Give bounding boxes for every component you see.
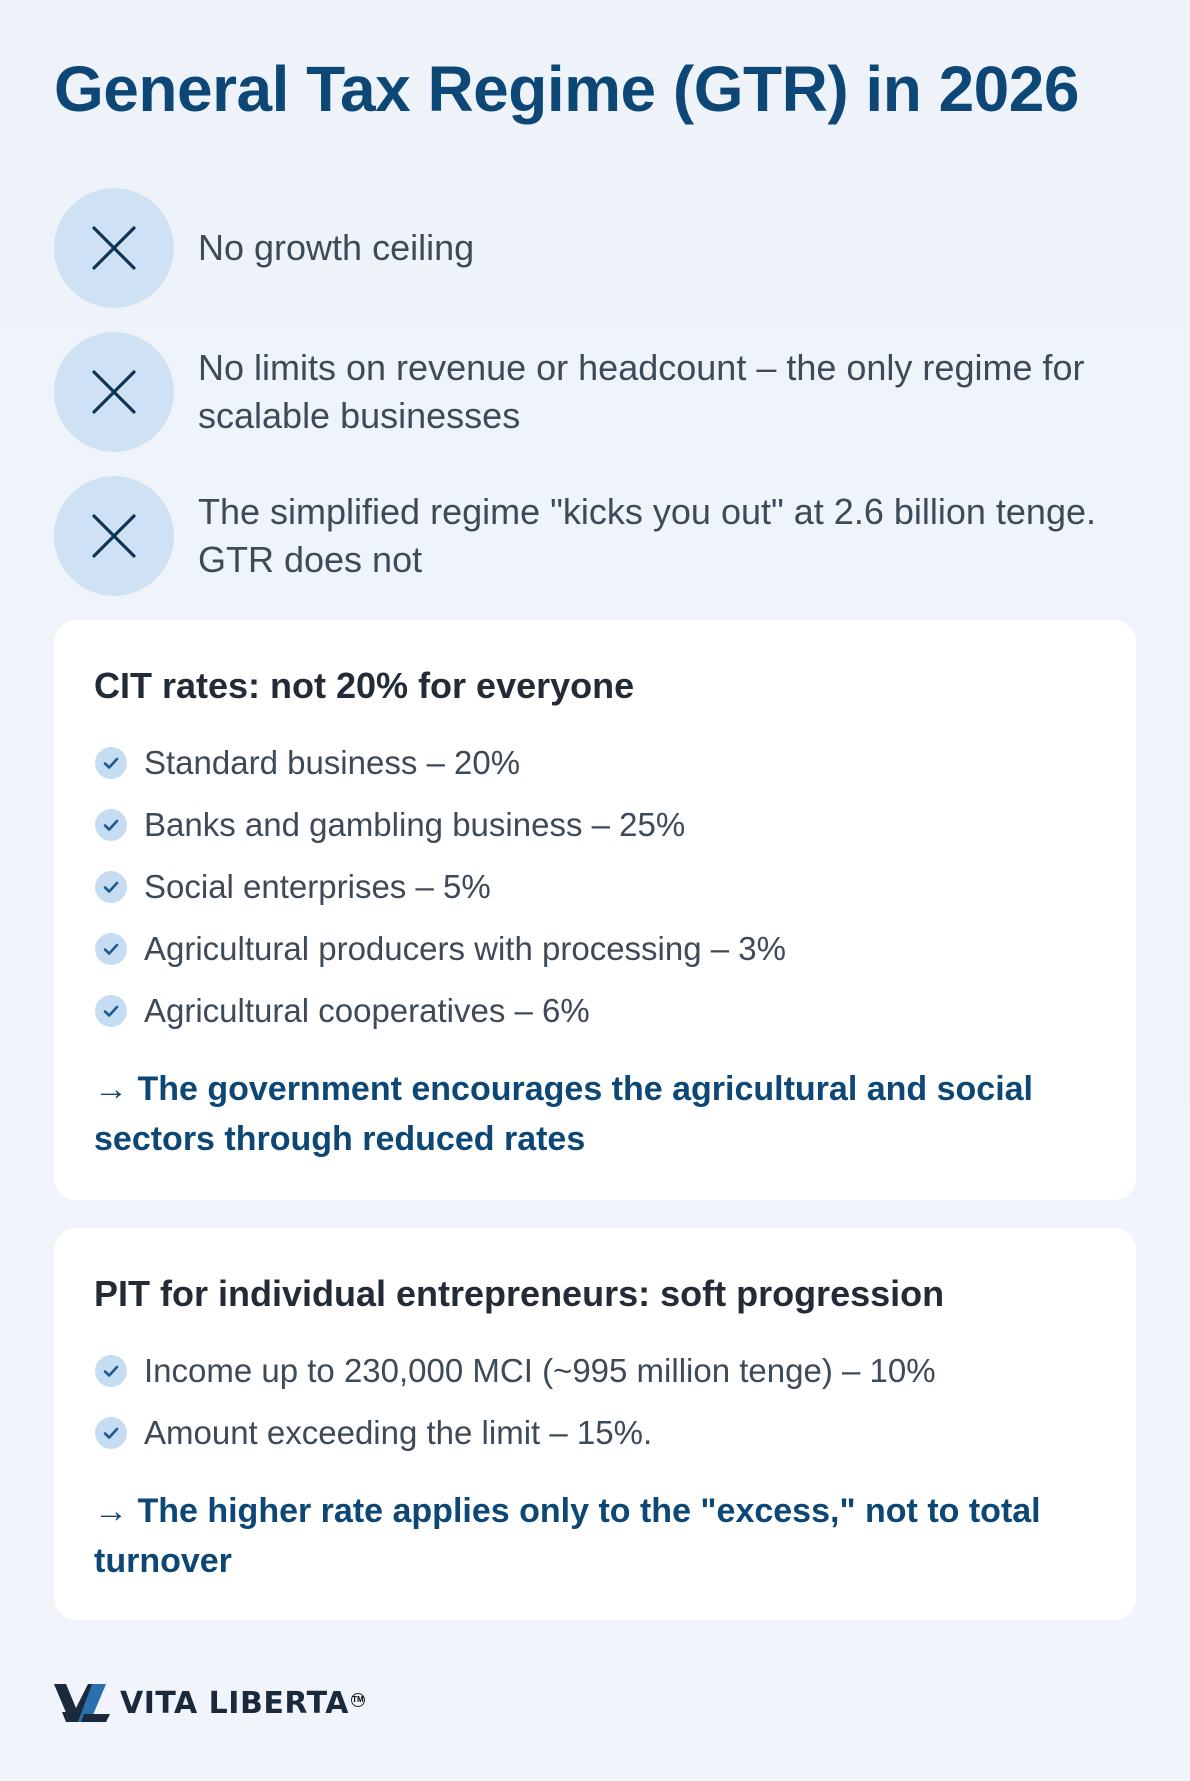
list-item [94,1402,1096,1464]
list-item-text: Income up to 230,000 MCI (~995 million tenge) – 10% [144,1352,936,1389]
pit-rate-list [94,1340,1096,1464]
list-item-text: Social enterprises – 5% [144,868,491,905]
check-circle-icon [94,1354,128,1388]
list-item-text: Agricultural producers with processing – 3% [144,930,786,967]
feature-text: The simplified regime "kicks you out" at 2.6 billion tenge. GTR does not [198,491,1096,580]
cit-rates-card [54,620,1136,1200]
check-circle-icon [94,808,128,842]
list-item-text: Standard business – 20% [144,744,521,781]
feature-text: No growth ceiling [198,227,475,268]
pit-card [54,1228,1136,1620]
check-circle-icon [94,932,128,966]
check-circle-icon [94,870,128,904]
page-title: General Tax Regime (GTR) in 2026 [54,53,1079,125]
cit-card-heading: CIT rates: not 20% for everyone [94,665,635,706]
list-item [94,856,1096,918]
x-icon [54,188,174,308]
pit-card-note: → The higher rate applies only to the "excess," not to total turnover [94,1492,1041,1580]
list-item [94,1340,1096,1402]
cit-rate-list [94,732,1096,1042]
trademark-mark: TM [351,1693,365,1707]
list-item [94,794,1096,856]
list-item-text: Amount exceeding the limit – 15%. [144,1414,653,1451]
feature-item [54,188,1144,308]
feature-text: No limits on revenue or headcount – the only regime for scalable businesses [198,347,1085,436]
brand-name: VITA LIBERTA [120,1685,349,1721]
feature-list [54,188,1144,620]
x-icon [54,332,174,452]
brand-logo [54,1682,365,1724]
x-icon [54,476,174,596]
list-item [94,732,1096,794]
check-circle-icon [94,1416,128,1450]
feature-item [54,332,1144,452]
pit-card-heading: PIT for individual entrepreneurs: soft progression [94,1273,945,1314]
list-item-text: Agricultural cooperatives – 6% [144,992,590,1029]
list-item [94,980,1096,1042]
list-item [94,918,1096,980]
check-circle-icon [94,746,128,780]
vita-liberta-logo-icon [54,1682,110,1724]
feature-item [54,476,1144,596]
check-circle-icon [94,994,128,1028]
cit-card-note: → The government encourages the agricultural and social sectors through reduced rates [94,1070,1034,1158]
list-item-text: Banks and gambling business – 25% [144,806,686,843]
